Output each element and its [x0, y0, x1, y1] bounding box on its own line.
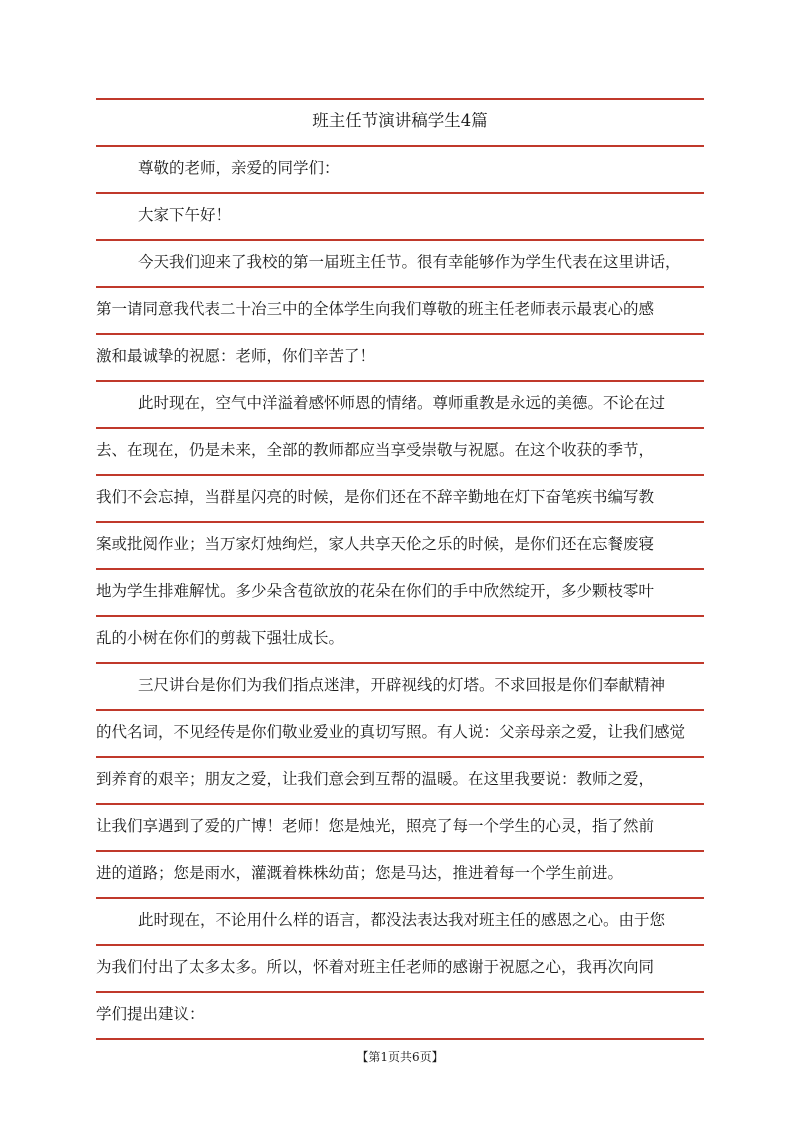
text-line: 地为学生排难解忧。多少朵含苞欲放的花朵在你们的手中欣然绽开，多少颗枝零叶 [96, 582, 655, 600]
text-line: 此时现在，不论用什么样的语言，都没法表达我对班主任的感恩之心。由于您 [138, 911, 666, 929]
text-line: 去、在现在，仍是未来，全部的教师都应当享受崇敬与祝愿。在这个收获的季节， [96, 441, 655, 459]
line-rule [96, 286, 704, 288]
text-line: 乱的小树在你们的剪裁下强壮成长。 [96, 629, 345, 647]
line-rule [96, 192, 704, 194]
text-line: 案或批阅作业；当万家灯烛绚烂，家人共享天伦之乐的时候，是你们还在忘餐废寝 [96, 535, 655, 553]
document-title: 班主任节演讲稿学生4篇 [312, 111, 488, 130]
line-rule [96, 662, 704, 664]
line-rule [96, 239, 704, 241]
text-line: 大家下午好！ [138, 206, 232, 224]
text-line: 第一请同意我代表二十冶三中的全体学生向我们尊敬的班主任老师表示最衷心的感 [96, 300, 655, 318]
line-rule [96, 803, 704, 805]
text-line: 学们提出建议： [96, 1005, 205, 1023]
text-line: 此时现在，空气中洋溢着感怀师恩的情绪。尊师重教是永远的美德。不论在过 [138, 394, 666, 412]
line-rule [96, 474, 704, 476]
text-line: 让我们享遇到了爱的广博！老师！您是烛光，照亮了每一个学生的心灵，指了然前 [96, 817, 655, 835]
line-rule [96, 944, 704, 946]
line-rule [96, 991, 704, 993]
text-line: 激和最诚挚的祝愿：老师，你们辛苦了！ [96, 347, 376, 365]
text-line: 的代名词，不见经传是你们敬业爱业的真切写照。有人说：父亲母亲之爱，让我们感觉 [96, 723, 686, 741]
line-rule [96, 380, 704, 382]
line-rule [96, 897, 704, 899]
line-rule [96, 850, 704, 852]
line-rule [96, 709, 704, 711]
line-rule [96, 145, 704, 147]
page-footer: 【第1页共6页】 [356, 1050, 444, 1064]
line-rule [96, 333, 704, 335]
line-rule [96, 1038, 704, 1040]
line-rule [96, 615, 704, 617]
text-line: 为我们付出了太多太多。所以，怀着对班主任老师的感谢于祝愿之心，我再次向同 [96, 958, 655, 976]
text-line: 进的道路；您是雨水，灌溉着株株幼苗；您是马达，推进着每一个学生前进。 [96, 864, 624, 882]
text-line: 尊敬的老师，亲爱的同学们： [138, 159, 340, 177]
line-rule [96, 568, 704, 570]
text-line: 三尺讲台是你们为我们指点迷津，开辟视线的灯塔。不求回报是你们奉献精神 [138, 676, 666, 694]
text-line: 我们不会忘掉，当群星闪亮的时候，是你们还在不辞辛勤地在灯下奋笔疾书编写教 [96, 488, 655, 506]
line-rule [96, 756, 704, 758]
line-rule [96, 427, 704, 429]
text-line: 到养育的艰辛；朋友之爱，让我们意会到互帮的温暖。在这里我要说：教师之爱， [96, 770, 655, 788]
text-line: 今天我们迎来了我校的第一届班主任节。很有幸能够作为学生代表在这里讲话， [138, 253, 681, 271]
top-rule [96, 98, 704, 100]
line-rule [96, 521, 704, 523]
